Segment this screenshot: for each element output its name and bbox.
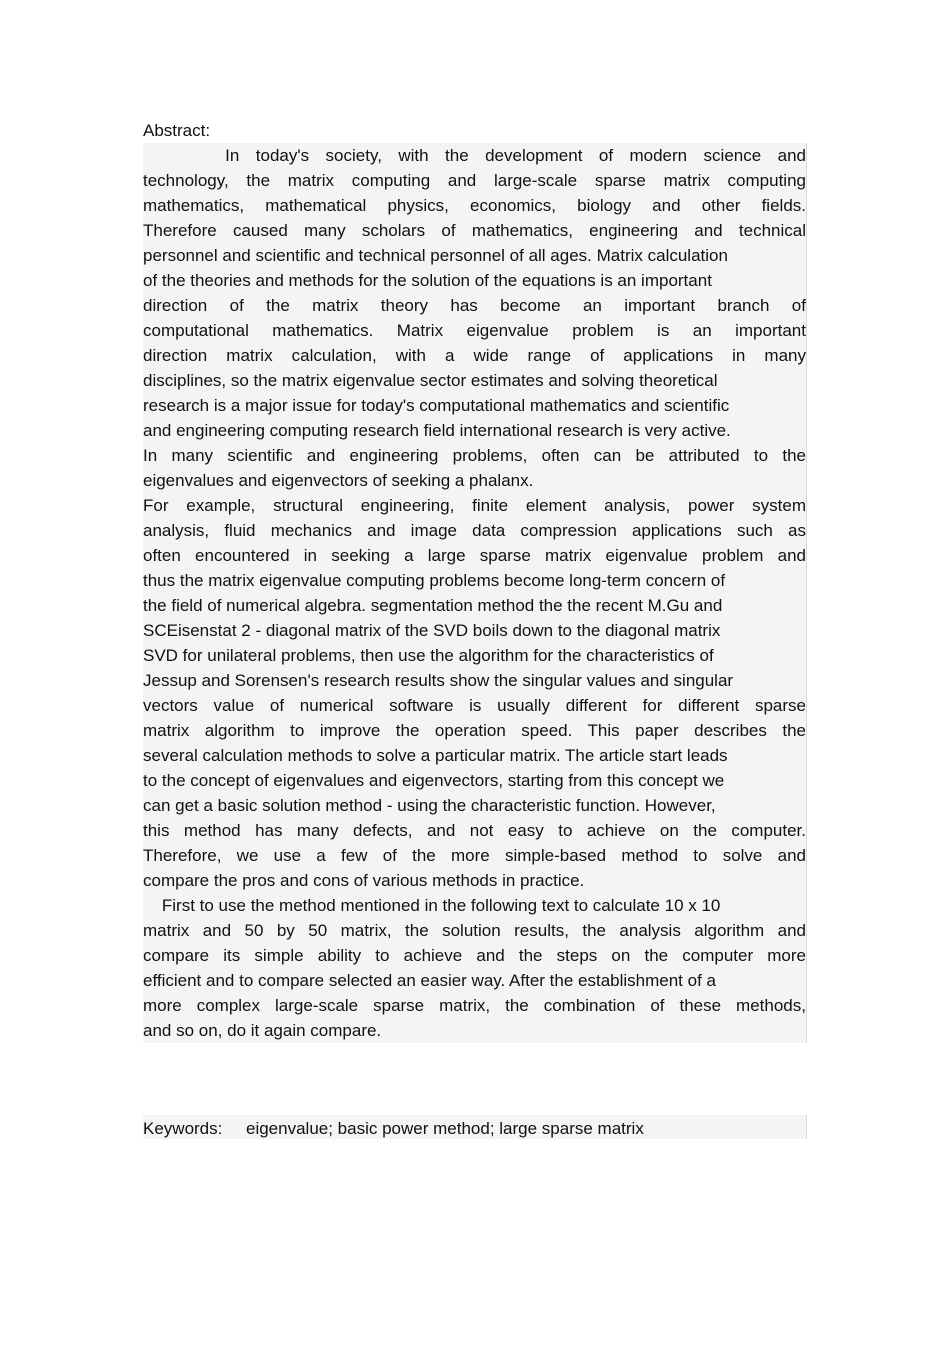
- abstract-line: compare the pros and cons of various methods in practice.: [143, 871, 585, 890]
- abstract-line: often encountered in seeking a large sparse matrix eigenvalue problem and: [143, 546, 806, 565]
- abstract-heading: Abstract:: [143, 121, 211, 140]
- abstract-line: In today's society, with the development of modern science and: [143, 146, 806, 165]
- abstract-line: vectors value of numerical software is usually different for different sparse: [143, 696, 806, 715]
- abstract-line: matrix and 50 by 50 matrix, the solution results, the analysis algorithm and: [143, 921, 806, 940]
- abstract-line: compare its simple ability to achieve and the steps on the computer more: [143, 946, 806, 965]
- abstract-line: Therefore, we use a few of the more simple-based method to solve and: [143, 846, 806, 865]
- keywords-value: eigenvalue; basic power method; large sparse matrix: [246, 1119, 644, 1138]
- abstract-line: of the theories and methods for the solution of the equations is an important: [143, 271, 712, 290]
- abstract-line: disciplines, so the matrix eigenvalue sector estimates and solving theoretical: [143, 371, 718, 390]
- abstract-line: For example, structural engineering, finite element analysis, power system: [143, 496, 806, 515]
- abstract-body: [143, 143, 807, 1043]
- abstract-line: mathematics, mathematical physics, economics, biology and other fields.: [143, 196, 806, 215]
- abstract-line: SCEisenstat 2 - diagonal matrix of the SVD boils down to the diagonal matrix: [143, 621, 721, 640]
- abstract-line: and so on, do it again compare.: [143, 1021, 382, 1040]
- abstract-line: In many scientific and engineering problems, often can be attributed to the: [143, 446, 806, 465]
- abstract-line: SVD for unilateral problems, then use the algorithm for the characteristics of: [143, 646, 714, 665]
- abstract-line: can get a basic solution method - using the characteristic function. However,: [143, 796, 716, 815]
- abstract-line: eigenvalues and eigenvectors of seeking a phalanx.: [143, 471, 534, 490]
- abstract-line: to the concept of eigenvalues and eigenvectors, starting from this concept we: [143, 771, 725, 790]
- abstract-line: technology, the matrix computing and large-scale sparse matrix computing: [143, 171, 806, 190]
- abstract-line: First to use the method mentioned in the following text to calculate 10 x 10: [143, 896, 721, 915]
- abstract-line: matrix algorithm to improve the operation speed. This paper describes the: [143, 721, 806, 740]
- abstract-line: computational mathematics. Matrix eigenvalue problem is an important: [143, 321, 806, 340]
- abstract-line: direction matrix calculation, with a wide range of applications in many: [143, 346, 806, 365]
- abstract-line: several calculation methods to solve a particular matrix. The article start leads: [143, 746, 728, 765]
- keywords-row: [143, 1115, 807, 1139]
- abstract-line: direction of the matrix theory has become an important branch of: [143, 296, 806, 315]
- abstract-line: and engineering computing research field international research is very active.: [143, 421, 731, 440]
- abstract-line: analysis, fluid mechanics and image data compression applications such as: [143, 521, 806, 540]
- abstract-line: Jessup and Sorensen's research results show the singular values and singular: [143, 671, 734, 690]
- abstract-line: the field of numerical algebra. segmentation method the the recent M.Gu and: [143, 596, 723, 615]
- abstract-line: efficient and to compare selected an easier way. After the establishment of a: [143, 971, 716, 990]
- abstract-line: personnel and scientific and technical personnel of all ages. Matrix calculation: [143, 246, 728, 265]
- abstract-line: Therefore caused many scholars of mathematics, engineering and technical: [143, 221, 806, 240]
- abstract-line: research is a major issue for today's computational mathematics and scientific: [143, 396, 730, 415]
- keywords-label: Keywords:: [143, 1119, 223, 1138]
- abstract-line: more complex large-scale sparse matrix, the combination of these methods,: [143, 996, 806, 1015]
- abstract-line: this method has many defects, and not easy to achieve on the computer.: [143, 821, 806, 840]
- abstract-line: thus the matrix eigenvalue computing problems become long-term concern of: [143, 571, 726, 590]
